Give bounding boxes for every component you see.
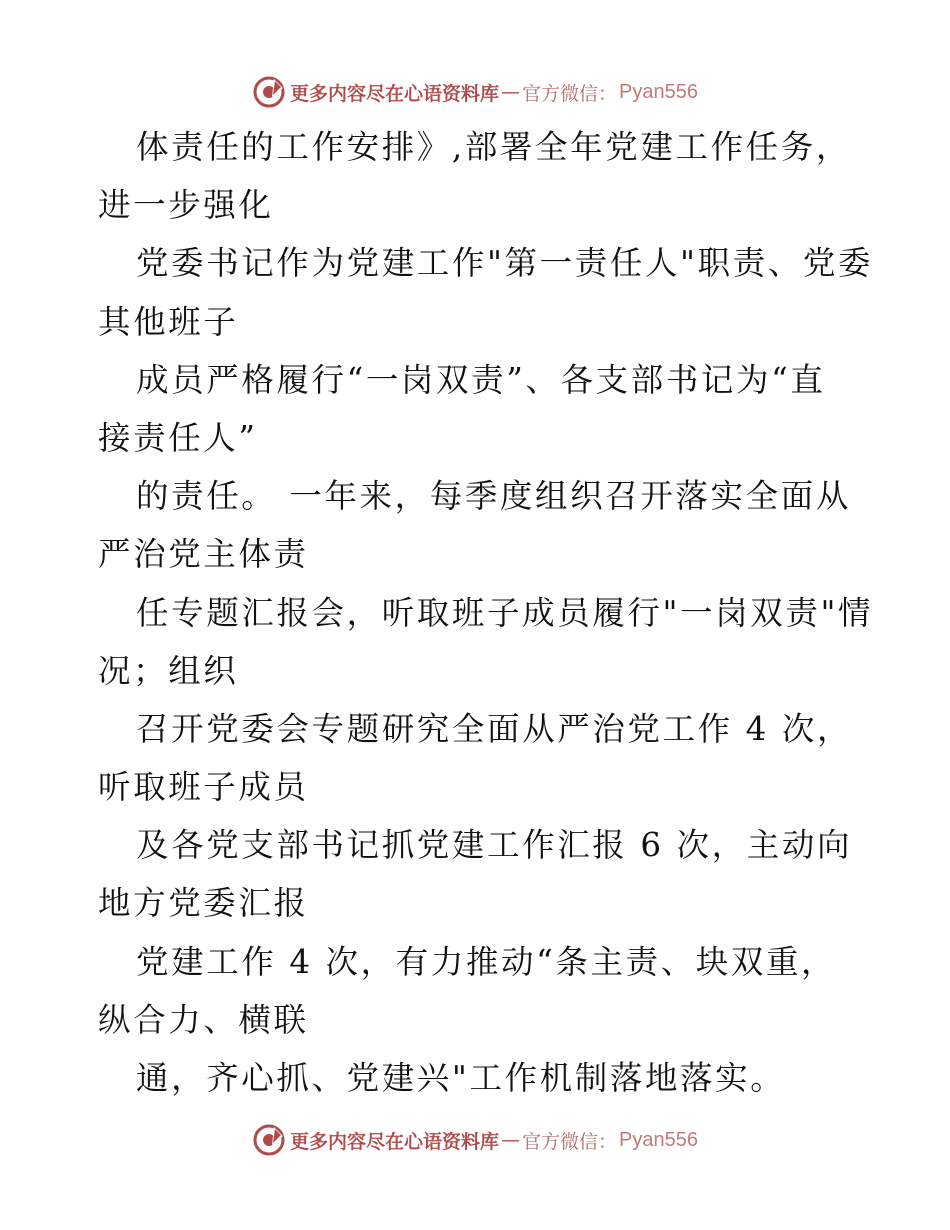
header-watermark-main: 更多内容尽在心语资料库: [290, 82, 500, 105]
text-line-12: 听取班子成员: [98, 768, 309, 807]
text-line-4: 其他班子: [98, 302, 239, 341]
logo-icon: [252, 1123, 286, 1157]
text-line-13: 及各党支部书记抓党建工作汇报 6 次，主动向: [136, 826, 853, 865]
footer-watermark-sub: 官方微信：: [522, 1130, 618, 1153]
header-watermark: [0, 72, 950, 112]
footer-watermark: [0, 1120, 950, 1160]
header-watermark-id: Pyan556: [619, 80, 698, 103]
logo-icon: [252, 75, 286, 109]
footer-watermark-id: Pyan556: [619, 1128, 698, 1151]
header-watermark-sub: 官方微信：: [522, 82, 618, 105]
text-line-17: 通，齐心抓、党建兴"工作机制落地落实。: [136, 1059, 786, 1097]
text-line-5: 成员严格履行“一岗双责”、各支部书记为“直: [136, 360, 826, 399]
text-line-1: 体责任的工作安排》,部署全年党建工作任务，: [136, 128, 851, 166]
text-line-8: 严治党主体责: [98, 535, 309, 574]
text-line-2: 进一步强化: [98, 186, 274, 225]
text-line-6: 接责任人”: [98, 418, 258, 457]
text-line-16: 纵合力、横联: [98, 1000, 309, 1039]
header-watermark-dash: —: [501, 81, 521, 103]
text-line-11: 召开党委会专题研究全面从严治党工作 4 次，: [136, 709, 853, 748]
text-line-10: 况；组织: [98, 651, 239, 690]
document-body: [98, 118, 874, 1107]
text-line-9: 任专题汇报会，听取班子成员履行"一岗双责"情: [136, 593, 874, 632]
text-line-14: 地方党委汇报: [98, 884, 309, 923]
text-line-3: 党委书记作为党建工作"第一责任人"职责、党委: [136, 244, 874, 283]
footer-watermark-dash: —: [501, 1129, 521, 1151]
footer-watermark-main: 更多内容尽在心语资料库: [290, 1130, 500, 1153]
text-line-15: 党建工作 4 次，有力推动“条主责、块双重，: [136, 942, 837, 981]
text-line-7: 的责任。 一年来，每季度组织召开落实全面从: [136, 477, 851, 516]
